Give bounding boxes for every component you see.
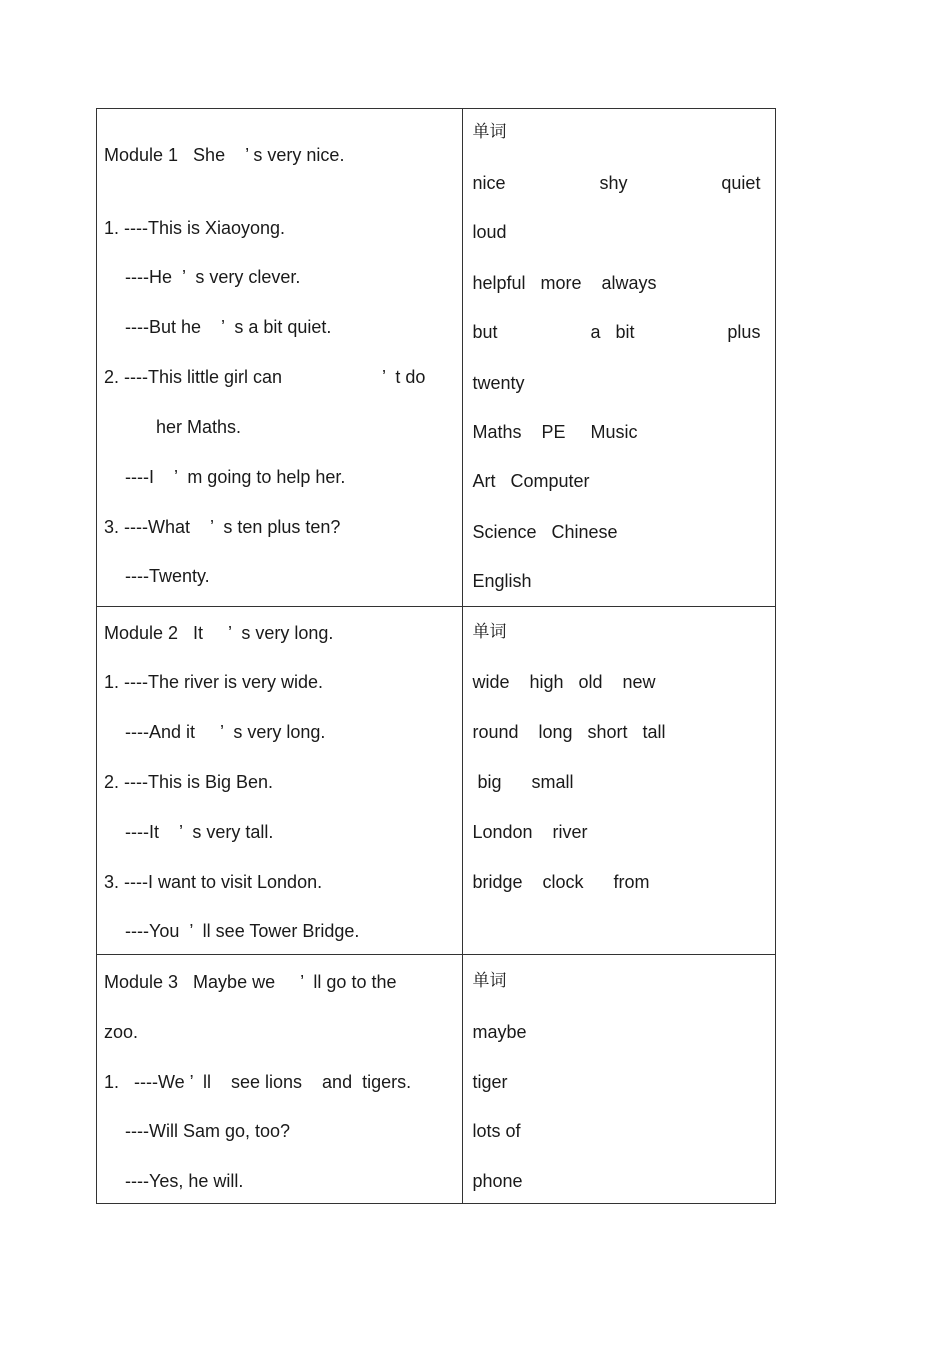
vocab-line: Art Computer [472, 471, 590, 491]
vocab-line: twenty [472, 373, 525, 393]
vocab-line: London river [472, 822, 588, 842]
module-3-title: Module 3 Maybe we ’ ll go to the [104, 972, 397, 992]
vocab-line: loud [472, 222, 507, 242]
vocab-line: wide high old new [472, 672, 656, 692]
module-1-title: Module 1 She ’ s very nice. [104, 145, 345, 165]
vocab-line: phone [472, 1171, 523, 1191]
dialogue-line: 1. ----This is Xiaoyong. [104, 218, 286, 238]
dialogue-line: 3. ----I want to visit London. [104, 872, 323, 892]
module-table [96, 108, 776, 1204]
dialogue-line: 3. ----What ’ s ten plus ten? [104, 517, 341, 537]
dialogue-line: her Maths. [156, 417, 242, 437]
module-1-dialogue-cell [97, 109, 463, 606]
module-3-row [97, 955, 776, 1204]
vocab-line: English [472, 571, 532, 591]
module-2-row [97, 607, 776, 955]
dialogue-line: ----I ’ m going to help her. [125, 467, 346, 487]
vocab-heading: 单词 [472, 971, 507, 990]
module-3-vocab-cell [463, 955, 776, 1203]
vocab-heading: 单词 [472, 122, 507, 141]
vocab-line [472, 172, 760, 194]
module-1-vocab-cell [463, 109, 776, 606]
vocab-line [472, 321, 760, 343]
module-1-row [97, 109, 776, 607]
vocab-line: helpful more always [472, 273, 657, 293]
dialogue-line: ----But he ’ s a bit quiet. [125, 317, 332, 337]
dialogue-line: ----Twenty. [125, 566, 210, 586]
module-2-title: Module 2 It ’ s very long. [104, 623, 334, 643]
vocab-line: Science Chinese [472, 522, 618, 542]
dialogue-line: ----He ’ s very clever. [125, 267, 301, 287]
module-2-vocab-cell [463, 607, 776, 954]
dialogue-line: ----It ’ s very tall. [125, 822, 274, 842]
dialogue-line: 1. ----The river is very wide. [104, 672, 324, 692]
vocab-line: lots of [472, 1121, 521, 1141]
vocab-word: nice [472, 173, 506, 193]
vocab-word: a bit [590, 322, 635, 342]
vocab-heading: 单词 [472, 622, 507, 641]
dialogue-line: 1. ----We ’ ll see lions and tigers. [104, 1072, 412, 1092]
vocab-word: plus [727, 322, 761, 342]
dialogue-line: ----And it ’ s very long. [125, 722, 326, 742]
vocab-line: maybe [472, 1022, 527, 1042]
module-2-dialogue-cell [97, 607, 463, 954]
vocab-line: Maths PE Music [472, 422, 638, 442]
vocab-line: tiger [472, 1072, 508, 1092]
vocab-word: but [472, 322, 498, 342]
dialogue-line: 2. ----This little girl can ’ t do [104, 367, 426, 387]
vocab-line: round long short tall [472, 722, 666, 742]
module-3-dialogue-cell [97, 955, 463, 1203]
dialogue-line: ----You ’ ll see Tower Bridge. [125, 921, 360, 941]
dialogue-line: ----Yes, he will. [125, 1171, 244, 1191]
vocab-line: big small [472, 772, 574, 792]
dialogue-line: ----Will Sam go, too? [125, 1121, 291, 1141]
dialogue-line: 2. ----This is Big Ben. [104, 772, 274, 792]
module-3-title-continued: zoo. [104, 1022, 139, 1042]
vocab-line: bridge clock from [472, 872, 650, 892]
vocab-word: quiet [721, 173, 761, 193]
vocab-word: shy [599, 173, 628, 193]
